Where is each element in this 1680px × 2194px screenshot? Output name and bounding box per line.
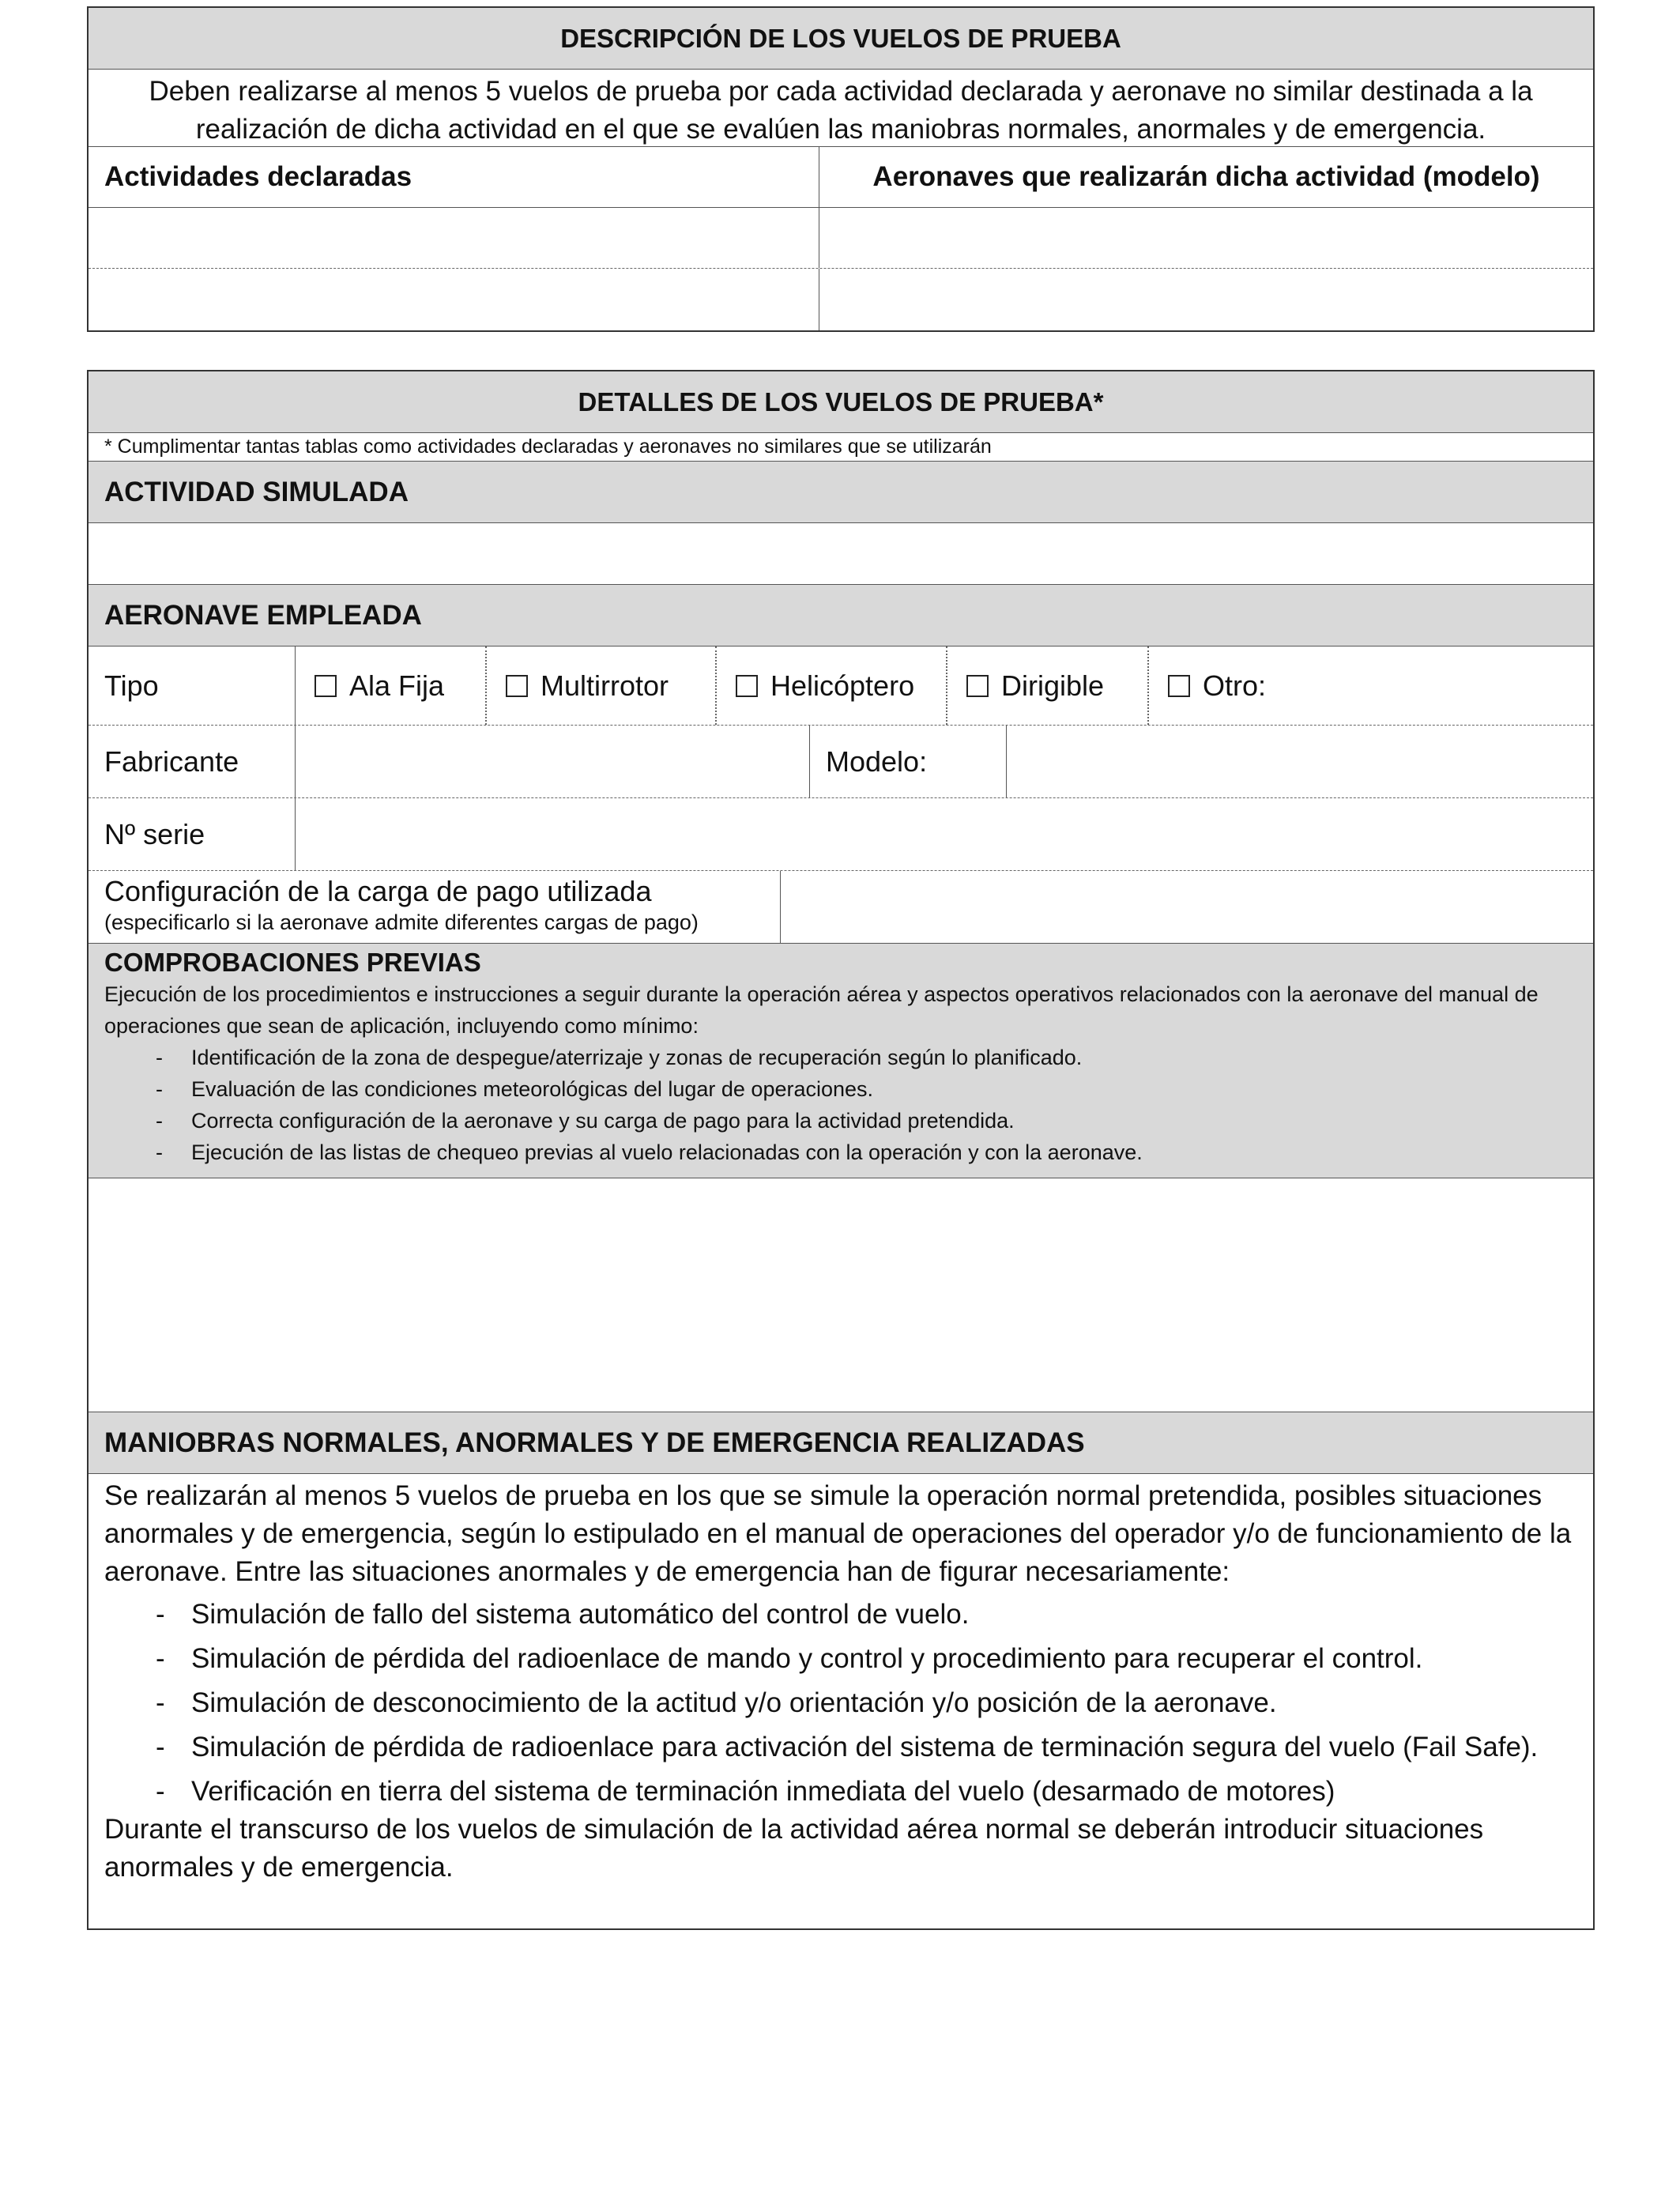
list-item: - Simulación de pérdida de radioenlace para activación del sistema de terminación segura del vuelo (Fail Safe).: [89, 1728, 1577, 1766]
comprobaciones-title: COMPROBACIONES PREVIAS: [104, 948, 481, 977]
table-row: [89, 269, 1593, 330]
config-label: Configuración de la carga de pago utilizada: [104, 875, 652, 907]
tipo-row: [89, 647, 1593, 726]
comprobaciones-list: [89, 1042, 1577, 1168]
checkbox-ala-fija[interactable]: [296, 647, 487, 725]
checkbox-otro[interactable]: [1149, 647, 1593, 725]
actividad-simulada-field[interactable]: [89, 523, 1593, 585]
detalles-title: DETALLES DE LOS VUELOS DE PRUEBA*: [89, 371, 1593, 433]
config-sublabel: (especificarlo si la aeronave admite diferentes cargas de pago): [104, 910, 699, 934]
list-item: - Ejecución de las listas de chequeo previas al vuelo relacionadas con la operación y con la aeronave.: [89, 1137, 1577, 1168]
config-label-cell: [89, 871, 781, 943]
checkbox-label: Helicóptero: [770, 669, 915, 702]
fabricante-field[interactable]: [296, 726, 810, 797]
fabricante-row: [89, 726, 1593, 798]
modelo-label: Modelo:: [810, 726, 1007, 797]
config-field[interactable]: [781, 871, 1593, 943]
fabricante-label: Fabricante: [89, 726, 296, 797]
checkbox-label: Dirigible: [1001, 669, 1105, 702]
maniobras-intro: Se realizarán al menos 5 vuelos de prueba en los que se simule la operación normal pretendida, posibles situaciones anormales y de emergencia, según lo estipulado en el manual de operaciones del operador y/o de funcionamiento de la aeronave. Entre las situaciones anormales y de emergencia han de figurar necesariamente:: [104, 1480, 1572, 1587]
aeronave-cell[interactable]: [819, 269, 1593, 330]
checkbox-icon[interactable]: [1168, 675, 1190, 697]
maniobras-outro: Durante el transcurso de los vuelos de simulación de la actividad aérea normal se deberán introducir situaciones anormales y de emergencia.: [104, 1814, 1484, 1883]
list-item: - Simulación de pérdida del radioenlace de mando y control y procedimiento para recuperar el control.: [89, 1640, 1577, 1678]
serie-field[interactable]: [296, 798, 1593, 870]
actividad-cell[interactable]: [89, 208, 819, 268]
config-row: [89, 871, 1593, 944]
tipo-label: Tipo: [89, 647, 296, 725]
list-item: - Simulación de fallo del sistema automático del control de vuelo.: [89, 1596, 1577, 1634]
list-item: - Simulación de desconocimiento de la actitud y/o orientación y/o posición de la aeronave.: [89, 1684, 1577, 1722]
serie-label: Nº serie: [89, 798, 296, 870]
checkbox-label: Multirrotor: [541, 669, 669, 702]
maniobras-header: MANIOBRAS NORMALES, ANORMALES Y DE EMERGENCIA REALIZADAS: [89, 1412, 1593, 1474]
col-actividades-header: Actividades declaradas: [89, 147, 819, 207]
descripcion-title: DESCRIPCIÓN DE LOS VUELOS DE PRUEBA: [89, 8, 1593, 70]
aeronave-cell[interactable]: [819, 208, 1593, 268]
comprobaciones-field[interactable]: [89, 1178, 1593, 1412]
checkbox-multirrotor[interactable]: [487, 647, 717, 725]
maniobras-body: [89, 1474, 1593, 1928]
detalles-table: [87, 370, 1595, 1930]
col-aeronaves-header: Aeronaves que realizarán dicha actividad (modelo): [872, 161, 1540, 192]
actividad-simulada-header: ACTIVIDAD SIMULADA: [89, 462, 1593, 523]
aeronave-empleada-header: AERONAVE EMPLEADA: [89, 585, 1593, 647]
checkbox-icon[interactable]: [736, 675, 758, 697]
checkbox-label: Otro:: [1203, 669, 1267, 702]
checkbox-icon[interactable]: [966, 675, 989, 697]
checkbox-helicoptero[interactable]: [717, 647, 947, 725]
list-item: - Verificación en tierra del sistema de terminación inmediata del vuelo (desarmado de motores): [89, 1773, 1577, 1811]
table-row: [89, 208, 1593, 269]
actividad-cell[interactable]: [89, 269, 819, 330]
detalles-note: * Cumplimentar tantas tablas como actividades declaradas y aeronaves no similares que se utilizarán: [89, 433, 1593, 462]
comprobaciones-intro: Ejecución de los procedimientos e instrucciones a seguir durante la operación aérea y aspectos operativos relacionados con la aeronave del manual de operaciones que sean de aplicación, incluyendo como mínimo:: [104, 982, 1539, 1038]
list-item: - Identificación de la zona de despegue/aterrizaje y zonas de recuperación según lo planificado.: [89, 1042, 1577, 1073]
descripcion-table: [87, 6, 1595, 332]
list-item: - Evaluación de las condiciones meteorológicas del lugar de operaciones.: [89, 1073, 1577, 1105]
checkbox-dirigible[interactable]: [947, 647, 1149, 725]
modelo-field[interactable]: [1007, 726, 1593, 797]
maniobras-list: [89, 1596, 1577, 1811]
checkbox-icon[interactable]: [506, 675, 528, 697]
checkbox-label: Ala Fija: [349, 669, 445, 702]
serie-row: [89, 798, 1593, 871]
comprobaciones-section: [89, 944, 1593, 1178]
list-item: - Correcta configuración de la aeronave y su carga de pago para la actividad pretendida.: [89, 1105, 1577, 1137]
descripcion-text: Deben realizarse al menos 5 vuelos de prueba por cada actividad declarada y aeronave no similar destinada a la realización de dicha actividad en el que se evalúen las maniobras normales, anormales y de emergencia.: [89, 70, 1593, 147]
checkbox-icon[interactable]: [315, 675, 337, 697]
